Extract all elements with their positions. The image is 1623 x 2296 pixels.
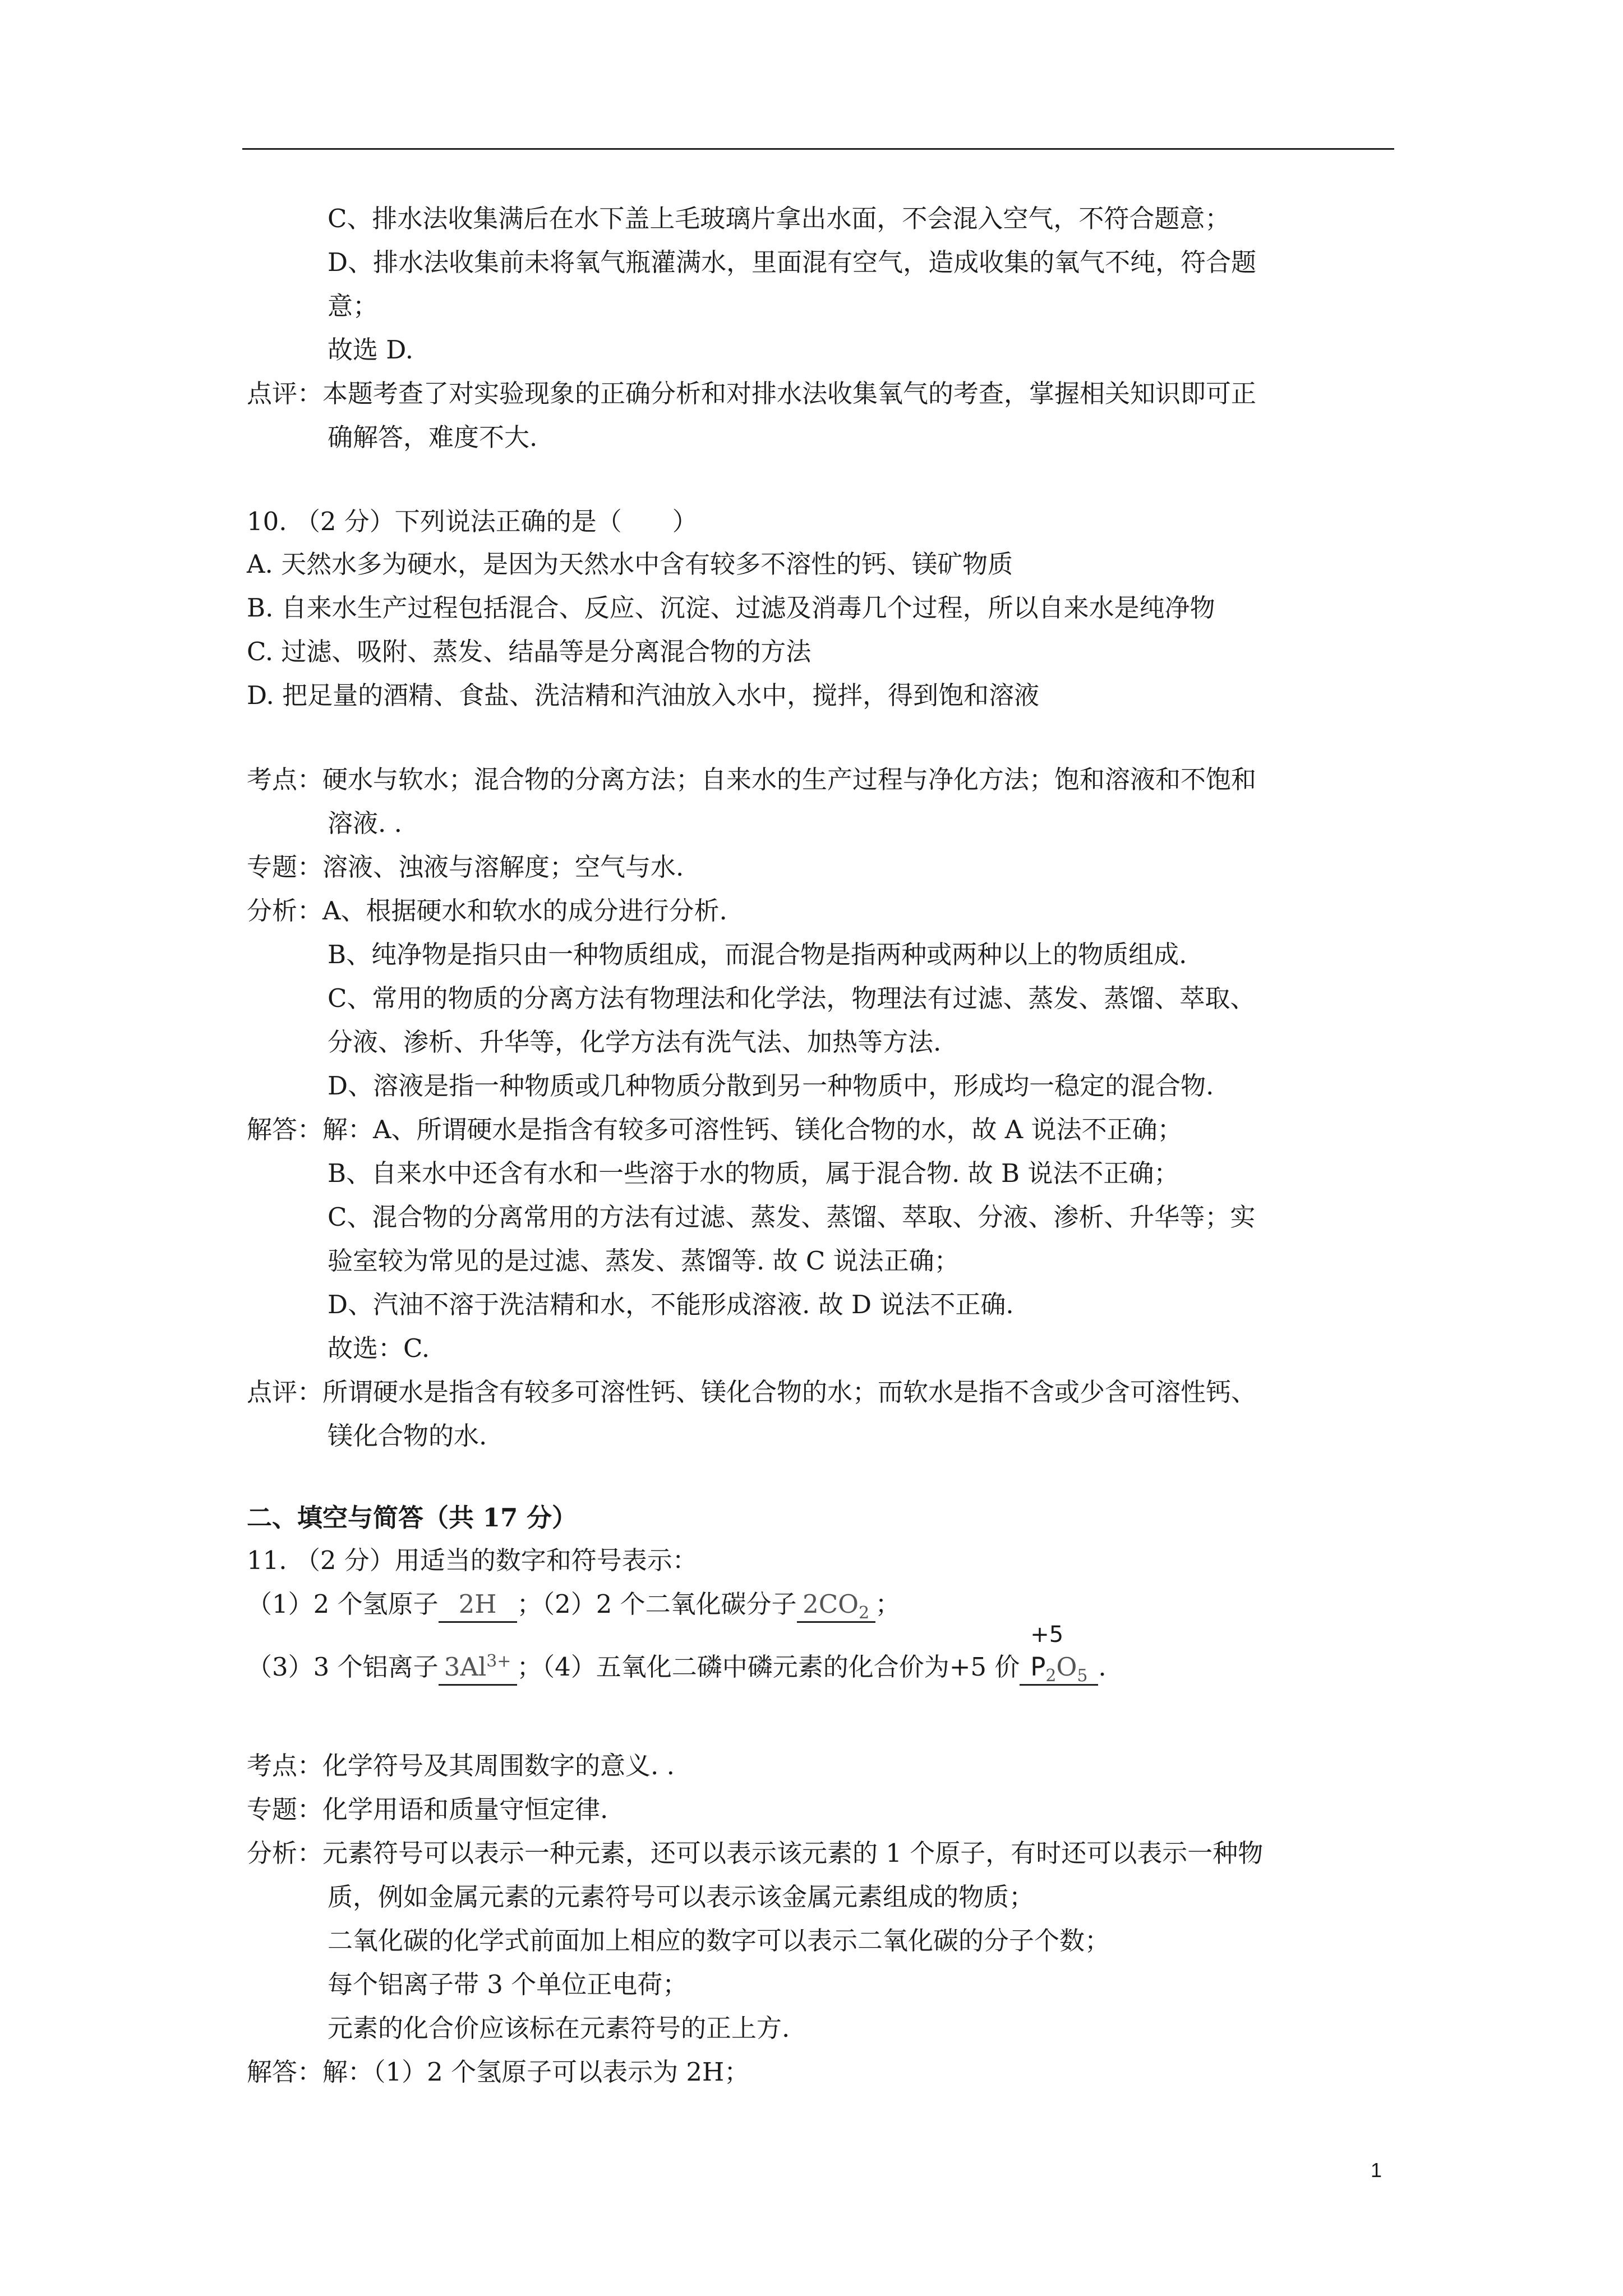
question-10-option-b: B. 自来水生产过程包括混合、反应、沉淀、过滤及消毒几个过程，所以自来水是纯净物 bbox=[247, 593, 1215, 623]
fenxi-q11-line2: 质，例如金属元素的元素符号可以表示该金属元素组成的物质； bbox=[328, 1882, 1035, 1912]
q11-part1-prompt: （1）2 个氢原子 bbox=[247, 1589, 439, 1619]
fenxi-q10-c-line1: C、常用的物质的分离方法有物理法和化学法，物理法有过滤、蒸发、蒸馏、萃取、 bbox=[328, 983, 1256, 1013]
question-10-option-d: D. 把足量的酒精、食盐、洗洁精和汽油放入水中，搅拌，得到饱和溶液 bbox=[247, 680, 1040, 710]
header-rule bbox=[242, 148, 1394, 150]
fenxi-q11-line4: 每个铝离子带 3 个单位正电荷； bbox=[328, 1970, 688, 1999]
zhuanti-q11: 专题：化学用语和质量守恒定律. bbox=[247, 1795, 608, 1824]
analysis-option-d-line1: D、排水法收集前未将氧气瓶灌满水，里面混有空气，造成收集的氧气不纯，符合题 bbox=[328, 247, 1257, 277]
jieda-q10-c-line1: C、混合物的分离常用的方法有过滤、蒸发、蒸馏、萃取、分液、渗析、升华等；实 bbox=[328, 1202, 1256, 1232]
fenxi-q10-b: B、纯净物是指只由一种物质组成，而混合物是指两种或两种以上的物质组成. bbox=[328, 940, 1187, 969]
kaodian-q10-line1: 考点：硬水与软水；混合物的分离方法；自来水的生产过程与净化方法；饱和溶液和不饱和 bbox=[247, 765, 1257, 794]
q11-part3-answer: $3Al^{3+}$ bbox=[439, 1650, 517, 1686]
analysis-option-c: C、排水法收集满后在水下盖上毛玻璃片拿出水面，不会混入空气，不符合题意； bbox=[328, 204, 1230, 233]
q11-part4-answer: +5 $P_2O_5$ bbox=[1020, 1650, 1098, 1686]
jieda-q11-line1: 解答：解：（1）2 个氢原子可以表示为 2H； bbox=[247, 2057, 750, 2087]
question-11-row1: （1）2 个氢原子 2H ；（2）2 个二氧化碳分子 $2CO_2$ ； bbox=[247, 1588, 901, 1623]
jieda-q10-a: 解答：解：A、所谓硬水是指含有较多可溶性钙、镁化合物的水，故 A 说法不正确； bbox=[247, 1115, 1183, 1144]
fenxi-q10-d: D、溶液是指一种物质或几种物质分散到另一种物质中，形成均一稳定的混合物. bbox=[328, 1071, 1214, 1101]
question-11: 11. （2 分）用适当的数字和符号表示： bbox=[247, 1545, 698, 1575]
fenxi-q11-line5: 元素的化合价应该标在元素符号的正上方. bbox=[328, 2013, 790, 2043]
question-10-option-c: C. 过滤、吸附、蒸发、结晶等是分离混合物的方法 bbox=[247, 637, 811, 666]
q11-part1-answer: 2H bbox=[439, 1588, 517, 1623]
q11-part2-answer: $2CO_2$ bbox=[797, 1588, 875, 1623]
section-2-heading: 二、填空与简答（共 17 分） bbox=[247, 1503, 577, 1533]
answer-choice-c: 故选：C. bbox=[328, 1333, 430, 1363]
kaodian-q11: 考点：化学符号及其周围数字的意义. . bbox=[247, 1751, 675, 1780]
valence-mark: +5 P bbox=[1030, 1622, 1064, 1682]
q11-part3-prompt: （3）3 个铝离子 bbox=[247, 1652, 439, 1682]
jieda-q10-c-line2: 验室较为常见的是过滤、蒸发、蒸馏等. 故 C 说法正确； bbox=[328, 1246, 960, 1276]
jieda-q10-b: B、自来水中还含有水和一些溶于水的物质，属于混合物. 故 B 说法不正确； bbox=[328, 1158, 1179, 1188]
page-number: 1 bbox=[1371, 2159, 1382, 2182]
fenxi-q11-line1: 分析：元素符号可以表示一种元素，还可以表示该元素的 1 个原子，有时还可以表示一种物 bbox=[247, 1838, 1264, 1868]
analysis-option-d-line2: 意； bbox=[328, 291, 379, 321]
q11-part2-prompt: ；（2）2 个二氧化碳分子 bbox=[517, 1589, 797, 1619]
fenxi-q11-line3: 二氧化碳的化学式前面加上相应的数字可以表示二氧化碳的分子个数； bbox=[328, 1926, 1110, 1955]
question-11-row2: （3）3 个铝离子 $3Al^{3+}$ ；（4）五氧化二磷中磷元素的化合价为+5 价 +5 $P_2O_5$ . bbox=[247, 1622, 1106, 1686]
comment-q10-line2: 镁化合物的水. bbox=[328, 1421, 487, 1451]
comment-q10-line1: 点评：所谓硬水是指含有较多可溶性钙、镁化合物的水；而软水是指不含或少含可溶性钙、 bbox=[247, 1377, 1257, 1407]
fenxi-q10-c-line2: 分液、渗析、升华等，化学方法有洗气法、加热等方法. bbox=[328, 1027, 942, 1057]
question-10-option-a: A. 天然水多为硬水，是因为天然水中含有较多不溶性的钙、镁矿物质 bbox=[247, 549, 1013, 579]
fenxi-q10-a: 分析：A、根据硬水和软水的成分进行分析. bbox=[247, 896, 727, 926]
comment-q9-line1: 点评：本题考查了对实验现象的正确分析和对排水法收集氧气的考查，掌握相关知识即可正 bbox=[247, 379, 1257, 408]
jieda-q10-d: D、汽油不溶于洗洁精和水，不能形成溶液. 故 D 说法不正确. bbox=[328, 1290, 1014, 1319]
comment-q9-line2: 确解答，难度不大. bbox=[328, 422, 538, 452]
answer-choice-d: 故选 D. bbox=[328, 335, 414, 365]
kaodian-q10-line2: 溶液. . bbox=[328, 808, 402, 838]
zhuanti-q10: 专题：溶液、浊液与溶解度；空气与水. bbox=[247, 852, 684, 882]
question-10: 10. （2 分）下列说法正确的是（ ） bbox=[247, 507, 698, 536]
q11-part4-prompt: ；（4）五氧化二磷中磷元素的化合价为+5 价 bbox=[517, 1652, 1020, 1682]
